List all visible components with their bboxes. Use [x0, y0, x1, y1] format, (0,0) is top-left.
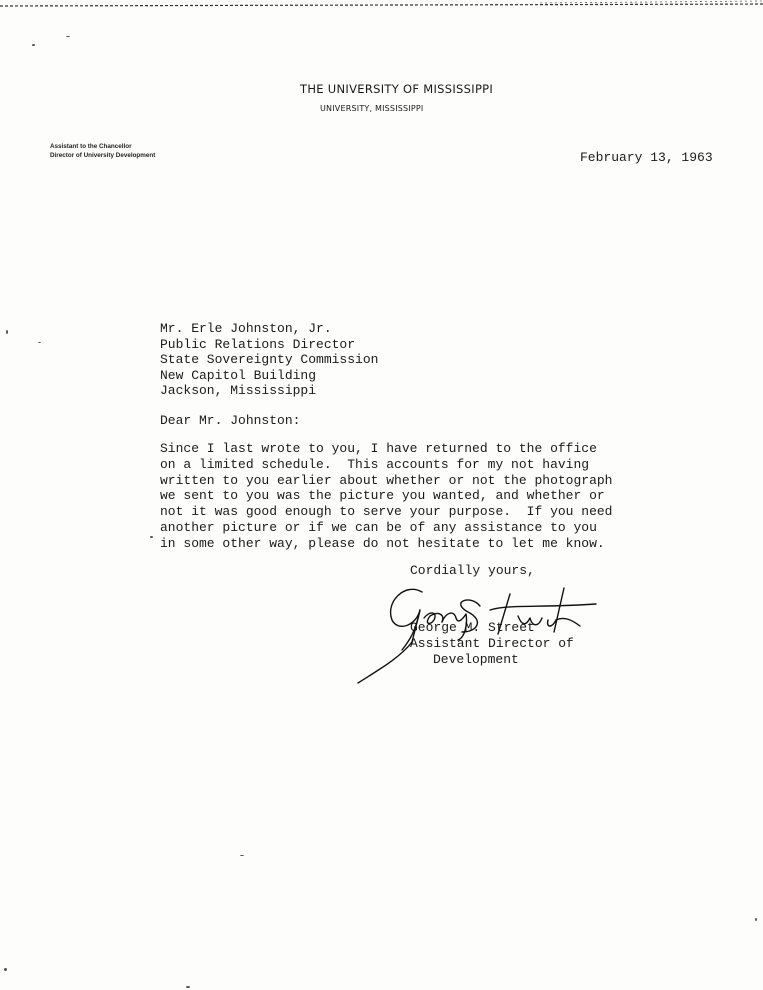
sender-office-line1: Assistant to the Chancellor	[50, 143, 132, 150]
paper-speck	[4, 968, 7, 971]
sender-office-line2: Director of University Development	[50, 151, 156, 159]
signer-name: George M. Street	[410, 620, 535, 635]
recipient-building: New Capitol Building	[160, 367, 317, 383]
body-line: written to you earlier about whether or not the photograph	[160, 472, 613, 488]
body-line: we sent to you was the picture you wanted, and whether or	[160, 488, 605, 504]
paper-speck	[66, 36, 70, 37]
paper-speck	[240, 855, 244, 856]
letter-body	[160, 441, 612, 552]
recipient-city: Jackson, Mississippi	[160, 383, 317, 399]
body-line: not it was good enough to serve your purpose. If you need	[160, 504, 613, 520]
body-line: in some other way, please do not hesitate to let me know.	[160, 535, 605, 551]
body-line: on a limited schedule. This accounts for my not having	[160, 456, 590, 472]
signer-title-line2: Development	[433, 651, 519, 667]
recipient-name: Mr. Erle Johnston, Jr.	[160, 321, 332, 336]
sender-office	[50, 143, 155, 160]
paper-speck	[755, 918, 757, 921]
signer-title-line1: Assistant Director of	[410, 635, 574, 651]
recipient-title: Public Relations Director	[160, 336, 356, 352]
handwritten-signature	[350, 580, 610, 685]
letterhead-location: UNIVERSITY, MISSISSIPPI	[320, 104, 424, 113]
paper-speck	[150, 536, 153, 538]
paper-speck	[32, 44, 35, 46]
body-line: Since I last wrote to you, I have returned to the office	[160, 441, 597, 456]
paper-speck	[186, 986, 190, 988]
letterhead-institution: THE UNIVERSITY OF MISSISSIPPI	[300, 82, 494, 96]
closing: Cordially yours,	[410, 563, 535, 578]
salutation: Dear Mr. Johnston:	[160, 413, 301, 428]
recipient-organization: State Sovereignty Commission	[160, 352, 379, 368]
letter-date: February 13, 1963	[580, 150, 713, 165]
paper-speck	[38, 342, 41, 343]
scanned-top-edge	[0, 0, 763, 9]
body-line: another picture or if we can be of any assistance to you	[160, 519, 597, 535]
recipient-address	[160, 321, 378, 399]
paper-speck	[6, 330, 8, 334]
